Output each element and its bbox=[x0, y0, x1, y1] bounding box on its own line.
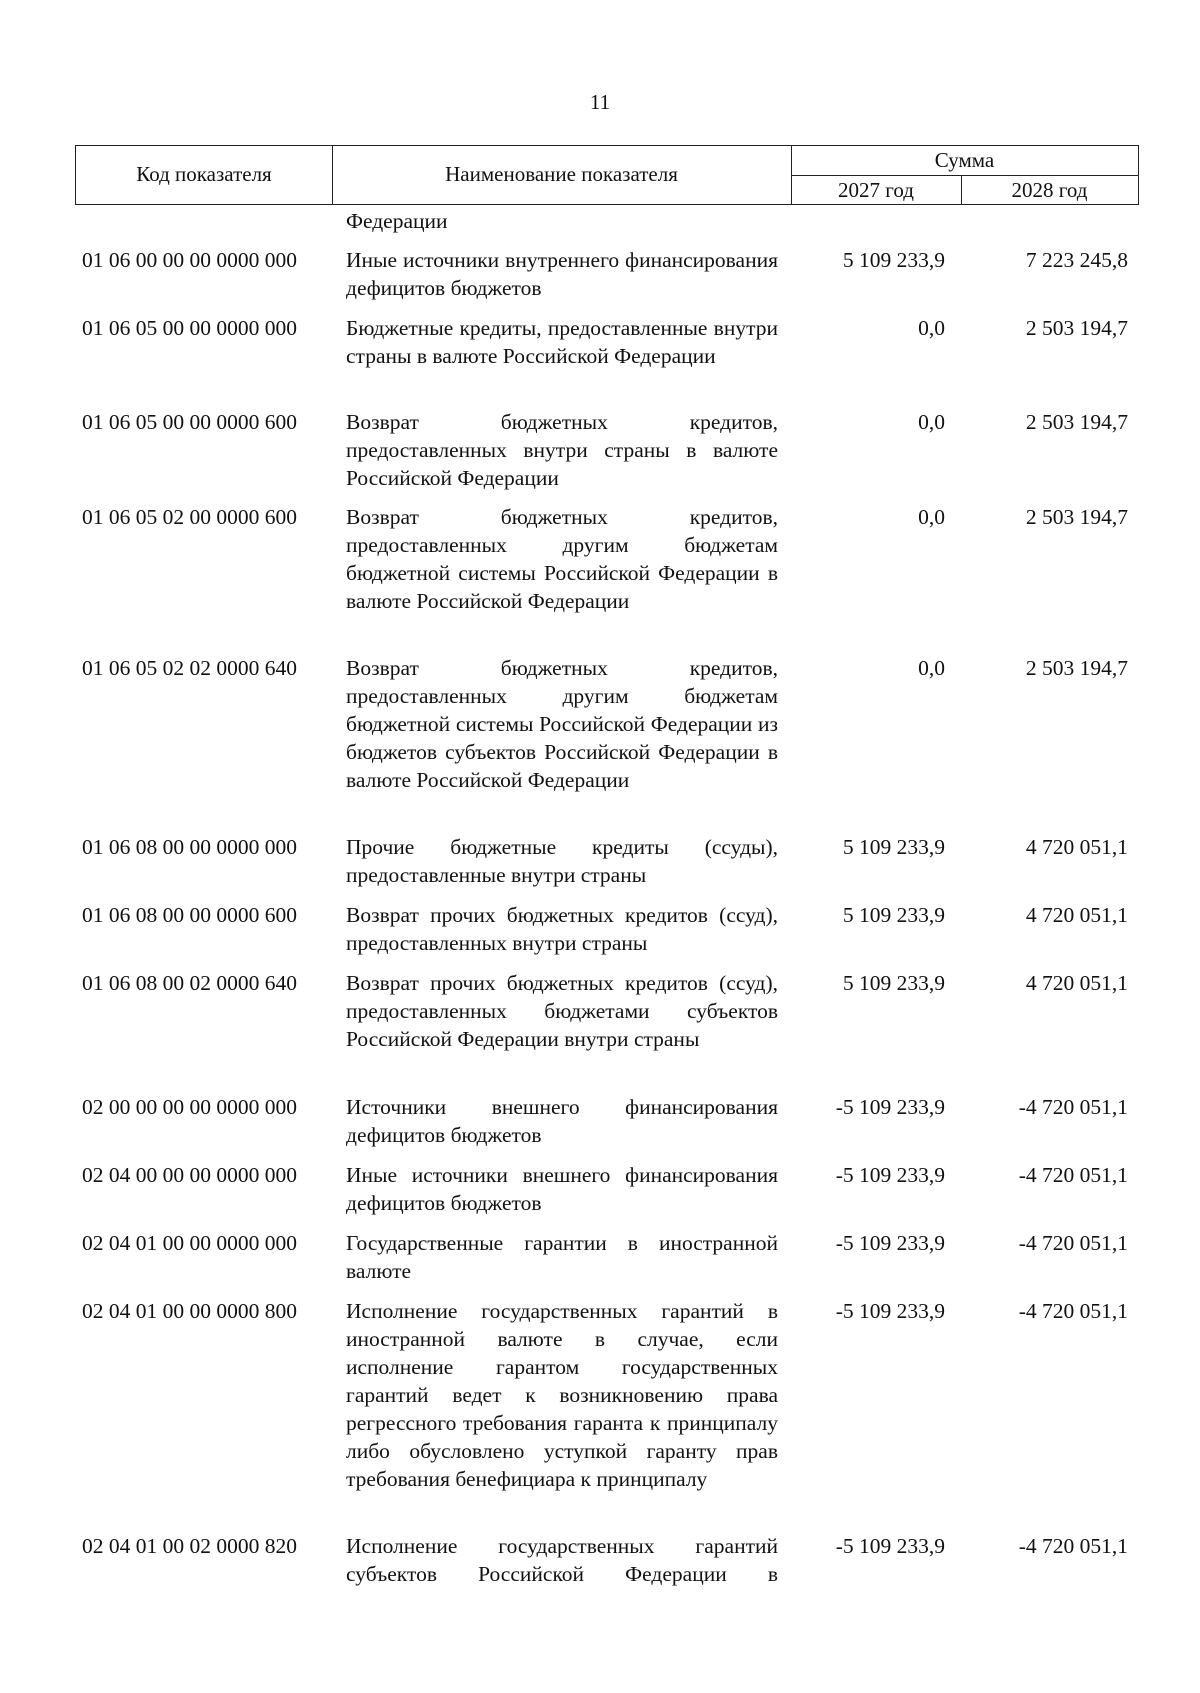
table-header bbox=[75, 145, 1139, 205]
row-name: Государственные гарантии в иностранной валюте bbox=[346, 1231, 778, 1283]
header-name: Наименование показателя bbox=[445, 162, 678, 186]
row-value-2028: -4 720 051,1 bbox=[1018, 1534, 1128, 1558]
row-name: Возврат бюджетных кредитов, предоставленных другим бюджетам бюджетной системы Российской Федерации из бюджетов субъектов Российской Федерации в валюте Российской Федерации bbox=[346, 656, 778, 792]
header-year-2028: 2028 год bbox=[1011, 178, 1088, 202]
continuation-text: Федерации bbox=[346, 209, 448, 233]
row-value-2027: 0,0 bbox=[918, 656, 945, 680]
row-code: 01 06 05 02 02 0000 640 bbox=[82, 656, 297, 680]
row-code: 01 06 00 00 00 0000 000 bbox=[82, 248, 297, 272]
row-code: 02 00 00 00 00 0000 000 bbox=[82, 1095, 297, 1119]
header-sum: Сумма bbox=[934, 148, 995, 172]
row-value-2028: 7 223 245,8 bbox=[1025, 248, 1128, 272]
row-code: 02 04 00 00 00 0000 000 bbox=[82, 1163, 297, 1187]
row-value-2027: 0,0 bbox=[918, 505, 945, 529]
row-value-2027: 0,0 bbox=[918, 410, 945, 434]
row-value-2027: -5 109 233,9 bbox=[835, 1534, 945, 1558]
row-code: 01 06 05 00 00 0000 600 bbox=[82, 410, 297, 434]
row-name: Прочие бюджетные кредиты (ссуды), предоставленные внутри страны bbox=[346, 835, 778, 887]
row-value-2027: -5 109 233,9 bbox=[835, 1163, 945, 1187]
row-name: Исполнение государственных гарантий в иностранной валюте в случае, если исполнение гарантом государственных гарантий ведет к возникновению права регрессного требования гаранта к принципалу либо обусловлено уступкой гаранту прав требования бенефициара к принципалу bbox=[346, 1299, 778, 1491]
row-name: Возврат прочих бюджетных кредитов (ссуд), предоставленных бюджетами субъектов Российской Федерации внутри страны bbox=[346, 971, 778, 1051]
header-divider bbox=[791, 175, 1138, 176]
row-value-2028: -4 720 051,1 bbox=[1018, 1299, 1128, 1323]
row-value-2028: -4 720 051,1 bbox=[1018, 1231, 1128, 1255]
row-name: Бюджетные кредиты, предоставленные внутри страны в валюте Российской Федерации bbox=[346, 316, 778, 368]
page-number: 11 bbox=[589, 90, 611, 114]
row-name: Иные источники внешнего финансирования дефицитов бюджетов bbox=[346, 1163, 778, 1215]
row-value-2028: -4 720 051,1 bbox=[1018, 1095, 1128, 1119]
row-value-2027: 0,0 bbox=[918, 316, 945, 340]
row-value-2027: 5 109 233,9 bbox=[842, 903, 945, 927]
row-value-2027: 5 109 233,9 bbox=[842, 248, 945, 272]
row-code: 01 06 08 00 00 0000 600 bbox=[82, 903, 297, 927]
row-code: 01 06 05 02 00 0000 600 bbox=[82, 505, 297, 529]
row-name: Возврат бюджетных кредитов, предоставленных другим бюджетам бюджетной системы Российской Федерации в валюте Российской Федерации bbox=[346, 505, 778, 613]
row-code: 01 06 08 00 02 0000 640 bbox=[82, 971, 297, 995]
row-value-2028: 2 503 194,7 bbox=[1025, 410, 1128, 434]
row-value-2028: 2 503 194,7 bbox=[1025, 316, 1128, 340]
row-value-2027: -5 109 233,9 bbox=[835, 1231, 945, 1255]
row-value-2027: 5 109 233,9 bbox=[842, 835, 945, 859]
row-value-2027: -5 109 233,9 bbox=[835, 1095, 945, 1119]
row-code: 01 06 05 00 00 0000 000 bbox=[82, 316, 297, 340]
row-code: 02 04 01 00 00 0000 800 bbox=[82, 1299, 297, 1323]
row-code: 01 06 08 00 00 0000 000 bbox=[82, 835, 297, 859]
row-value-2028: 4 720 051,1 bbox=[1025, 971, 1128, 995]
row-value-2027: -5 109 233,9 bbox=[835, 1299, 945, 1323]
row-value-2028: 2 503 194,7 bbox=[1025, 656, 1128, 680]
row-value-2028: 4 720 051,1 bbox=[1025, 835, 1128, 859]
row-code: 02 04 01 00 02 0000 820 bbox=[82, 1534, 297, 1558]
row-name: Возврат бюджетных кредитов, предоставленных внутри страны в валюте Российской Федерации bbox=[346, 410, 778, 490]
row-value-2028: -4 720 051,1 bbox=[1018, 1163, 1128, 1187]
row-name: Источники внешнего финансирования дефицитов бюджетов bbox=[346, 1095, 778, 1147]
row-value-2027: 5 109 233,9 bbox=[842, 971, 945, 995]
row-value-2028: 4 720 051,1 bbox=[1025, 903, 1128, 927]
row-code: 02 04 01 00 00 0000 000 bbox=[82, 1231, 297, 1255]
header-year-2027: 2027 год bbox=[838, 178, 914, 202]
row-name: Иные источники внутреннего финансирования дефицитов бюджетов bbox=[346, 248, 778, 300]
header-code: Код показателя bbox=[136, 162, 272, 186]
row-name: Исполнение государственных гарантий субъектов Российской Федерации в bbox=[346, 1534, 778, 1586]
row-value-2028: 2 503 194,7 bbox=[1025, 505, 1128, 529]
row-name: Возврат прочих бюджетных кредитов (ссуд), предоставленных внутри страны bbox=[346, 903, 778, 955]
